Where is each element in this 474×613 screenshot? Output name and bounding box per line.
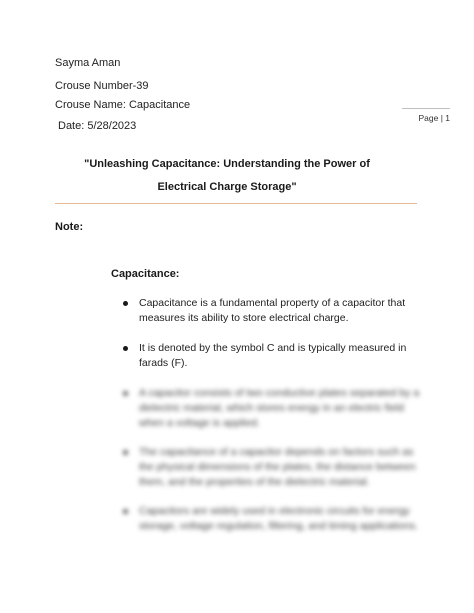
list-item bbox=[121, 386, 421, 431]
page-number: Page | 1 bbox=[402, 108, 450, 123]
note-label: Note: bbox=[55, 221, 84, 233]
list-item-text: Capacitance is a fundamental property of a capacitor that measures its ability to store electrical charge. bbox=[139, 297, 406, 324]
bullet-icon bbox=[123, 509, 128, 514]
document-title-line-1: "Unleashing Capacitance: Understanding the Power of bbox=[84, 158, 370, 170]
list-item-text: Capacitors are widely used in electronic circuits for energy storage, voltage regulation, filtering, and timing applications. bbox=[139, 505, 418, 532]
bullet-list bbox=[121, 296, 421, 548]
list-item bbox=[121, 445, 421, 490]
course-number: Crouse Number-39 bbox=[55, 80, 149, 92]
document-title-line-2: Electrical Charge Storage" bbox=[157, 181, 297, 193]
list-item-text: It is denoted by the symbol C and is typically measured in farads (F). bbox=[139, 342, 407, 369]
course-name: Crouse Name: Capacitance bbox=[55, 99, 191, 111]
bullet-icon bbox=[123, 391, 128, 396]
bullet-icon bbox=[123, 450, 128, 455]
section-heading: Capacitance: bbox=[111, 268, 180, 280]
list-item bbox=[121, 296, 421, 326]
list-item-text: The capacitance of a capacitor depends on factors such as the physical dimensions of the plates, the distance between them, and the properties of the dielectric material. bbox=[139, 446, 416, 488]
document-date: Date: 5/28/2023 bbox=[58, 120, 137, 132]
bullet-icon bbox=[123, 301, 128, 306]
title-divider bbox=[55, 203, 417, 204]
author-name: Sayma Aman bbox=[55, 57, 121, 69]
bullet-icon bbox=[123, 346, 128, 351]
list-item bbox=[121, 504, 421, 534]
list-item bbox=[121, 341, 421, 371]
list-item-text: A capacitor consists of two conductive plates separated by a dielectric material, which stores energy in an electric field when a voltage is applied. bbox=[139, 387, 420, 429]
